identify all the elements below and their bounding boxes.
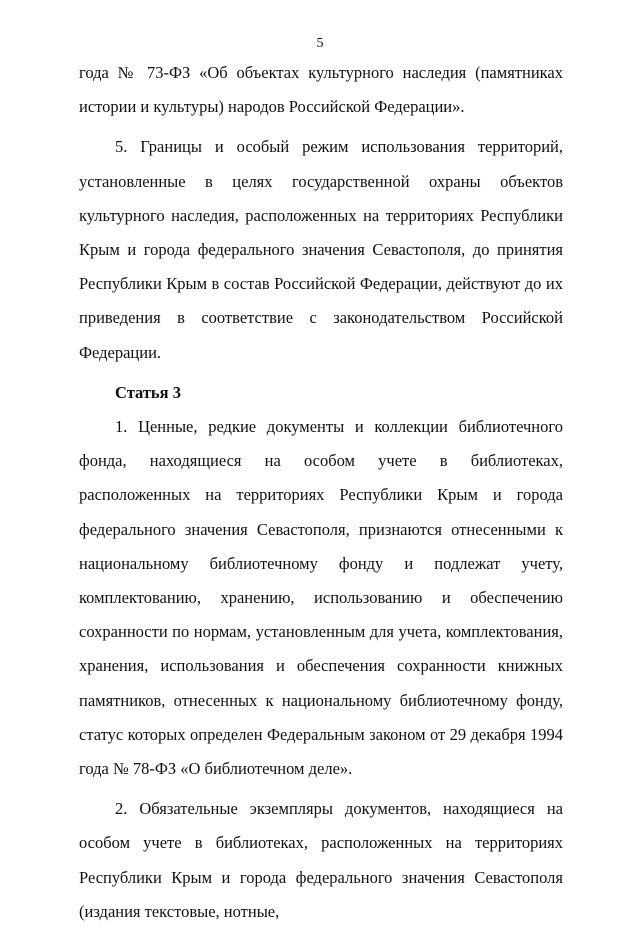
document-body [79, 56, 563, 929]
paragraph-article-3-item-2: 2. Обязательные экземпляры документов, находящиеся на особом учете в библиотеках, расположенных на территориях Республики Крым и города федерального значения Севастополя (издания текстовые, нотные, [79, 799, 563, 921]
paragraph-continuation: года № 73-ФЗ «Об объектах культурного наследия (памятниках истории и культуры) народов Российской Федерации». [79, 63, 563, 117]
paragraph-article-3-item-1: 1. Ценные, редкие документы и коллекции библиотечного фонда, находящиеся на особом учете в библиотеках, расположенных на территориях Республики Крым и города федерального значения Севастополя, признаются отнесенными к национальному библиотечному фонду и подлежат учету, комплектованию, хранению, использованию и обеспечению сохранности по нормам, установленным для учета, комплектования, хранения, использования и обеспечения сохранности книжных памятников, отнесенных к национальному библиотечному фонду, статус которых определен Федеральным законом от 29 декабря 1994 года № 78-ФЗ «О библиотечном деле». [79, 417, 563, 779]
paragraph-item-5: 5. Границы и особый режим использования территорий, установленные в целях государственной охраны объектов культурного наследия, расположенных на территориях Республики Крым и города федерального значения Севастополя, до принятия Республики Крым в состав Российской Федерации, действуют до их приведения в соответствие с законодательством Российской Федерации. [79, 137, 563, 362]
page-number: 5 [316, 36, 324, 51]
article-3-heading: Статья 3 [115, 382, 181, 402]
